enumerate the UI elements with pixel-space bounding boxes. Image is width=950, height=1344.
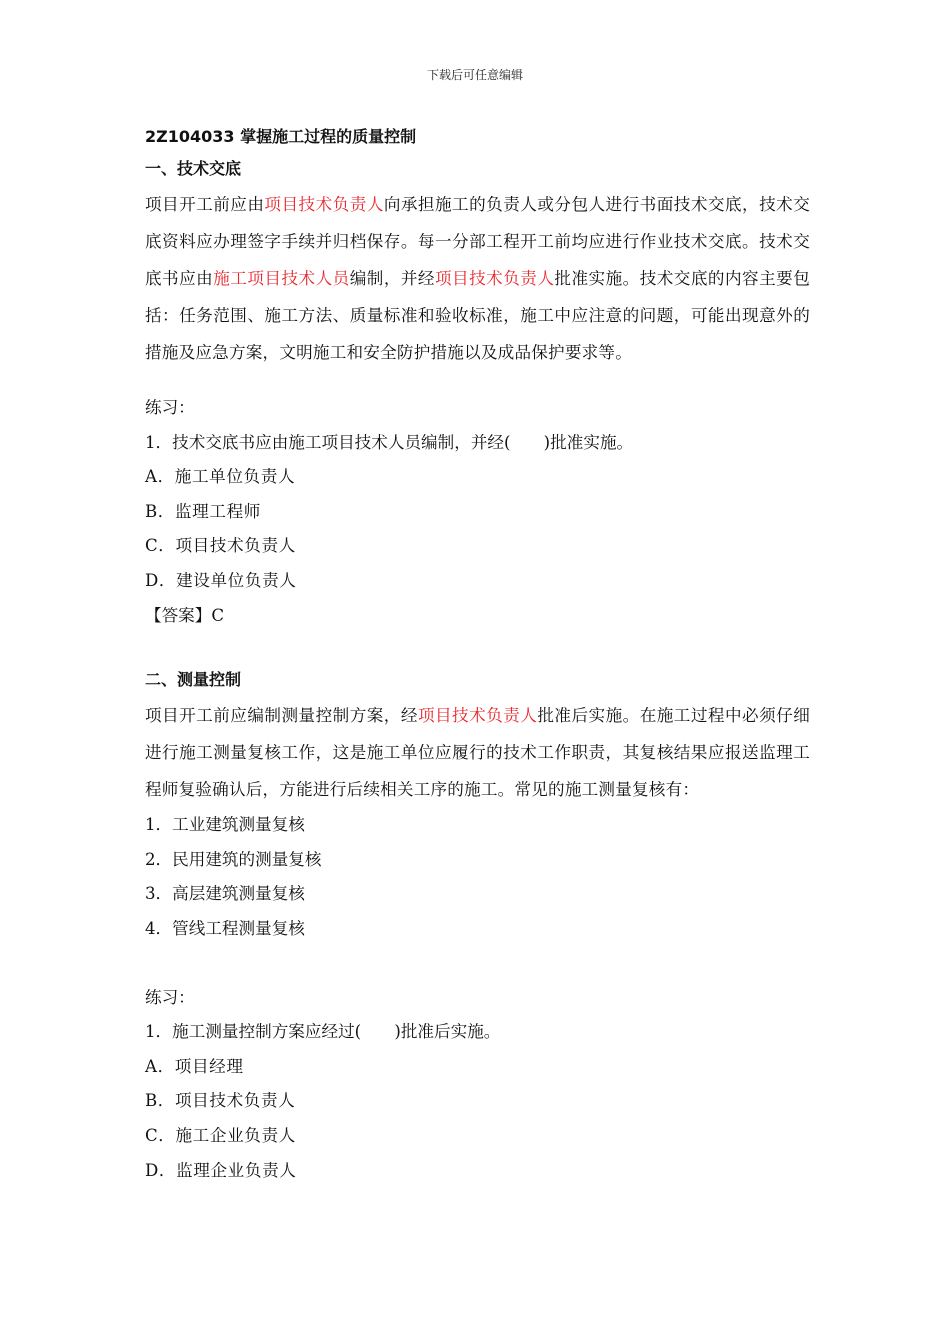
section-heading-technical-disclosure: 一、技术交底 — [145, 159, 242, 178]
exercise-option: D．监理企业负责人 — [145, 1160, 297, 1180]
spacer — [145, 371, 810, 391]
document-title: 2Z104033 掌握施工过程的质量控制 — [145, 127, 417, 146]
exercise-option: B．项目技术负责人 — [145, 1091, 296, 1111]
spacer — [145, 633, 810, 663]
exercise-option: D．建设单位负责人 — [145, 570, 297, 590]
section-paragraph-technical-disclosure — [145, 186, 810, 371]
spacer — [145, 947, 810, 981]
exercise-option: A．施工单位负责人 — [145, 467, 296, 487]
exercise-label: 练习： — [145, 398, 195, 417]
text-run: 编制，并经 — [349, 269, 435, 288]
list-item: 3．高层建筑测量复核 — [145, 884, 305, 904]
text-run: 批准实施。技术交底的内容主要包括：任务范围、施工方法、质量标准和验收标准，施工中应注意的问题，可能出现意外的措施及应急方案，文明施工和安全防护措施以及成品保护要求等。 — [145, 269, 811, 362]
text-run: 批准后实施。在施工过程中必须仔细进行施工测量复核工作，这是施工单位应履行的技术工作职责，其复核结果应报送监理工程师复验确认后，方能进行后续相关工序的施工。常见的施工测量复核有： — [145, 706, 811, 800]
exercise-label: 练习： — [145, 987, 195, 1007]
text-run: 项目开工前应由 — [145, 195, 265, 214]
text-run: 向承担施工的负责人或分包人进行书面技术交底，技术交底资料应办理签字手续并归档保存。每一分部工程开工前均应进行作业技术交底。技术交底书应由 — [145, 195, 810, 288]
section-paragraph-measurement-control — [145, 697, 810, 808]
highlight-text: 施工项目技术人员 — [213, 269, 350, 288]
exercise-option: C．施工企业负责人 — [145, 1125, 296, 1145]
list-item: 2．民用建筑的测量复核 — [145, 849, 322, 869]
list-item: 1．工业建筑测量复核 — [145, 815, 305, 835]
exercise-question: 1．技术交底书应由施工项目技术人员编制，并经( )批准实施。 — [145, 432, 634, 452]
text-run: 项目开工前应编制测量控制方案，经 — [145, 706, 418, 726]
document-body — [145, 122, 810, 1188]
highlight-text: 项目技术负责人 — [264, 195, 384, 214]
exercise-option: B．监理工程师 — [145, 501, 261, 521]
exercise-option: A．项目经理 — [145, 1056, 244, 1076]
section-heading-measurement-control: 二、测量控制 — [145, 670, 242, 690]
exercise-question: 1．施工测量控制方案应经过( )批准后实施。 — [145, 1022, 501, 1042]
page-header-note: 下载后可任意编辑 — [426, 68, 523, 82]
highlight-text: 项目技术负责人 — [435, 269, 555, 288]
list-item: 4．管线工程测量复核 — [145, 918, 305, 938]
exercise-answer: 【答案】C — [145, 605, 225, 625]
highlight-text: 项目技术负责人 — [417, 706, 538, 726]
exercise-option: C．项目技术负责人 — [145, 536, 296, 556]
